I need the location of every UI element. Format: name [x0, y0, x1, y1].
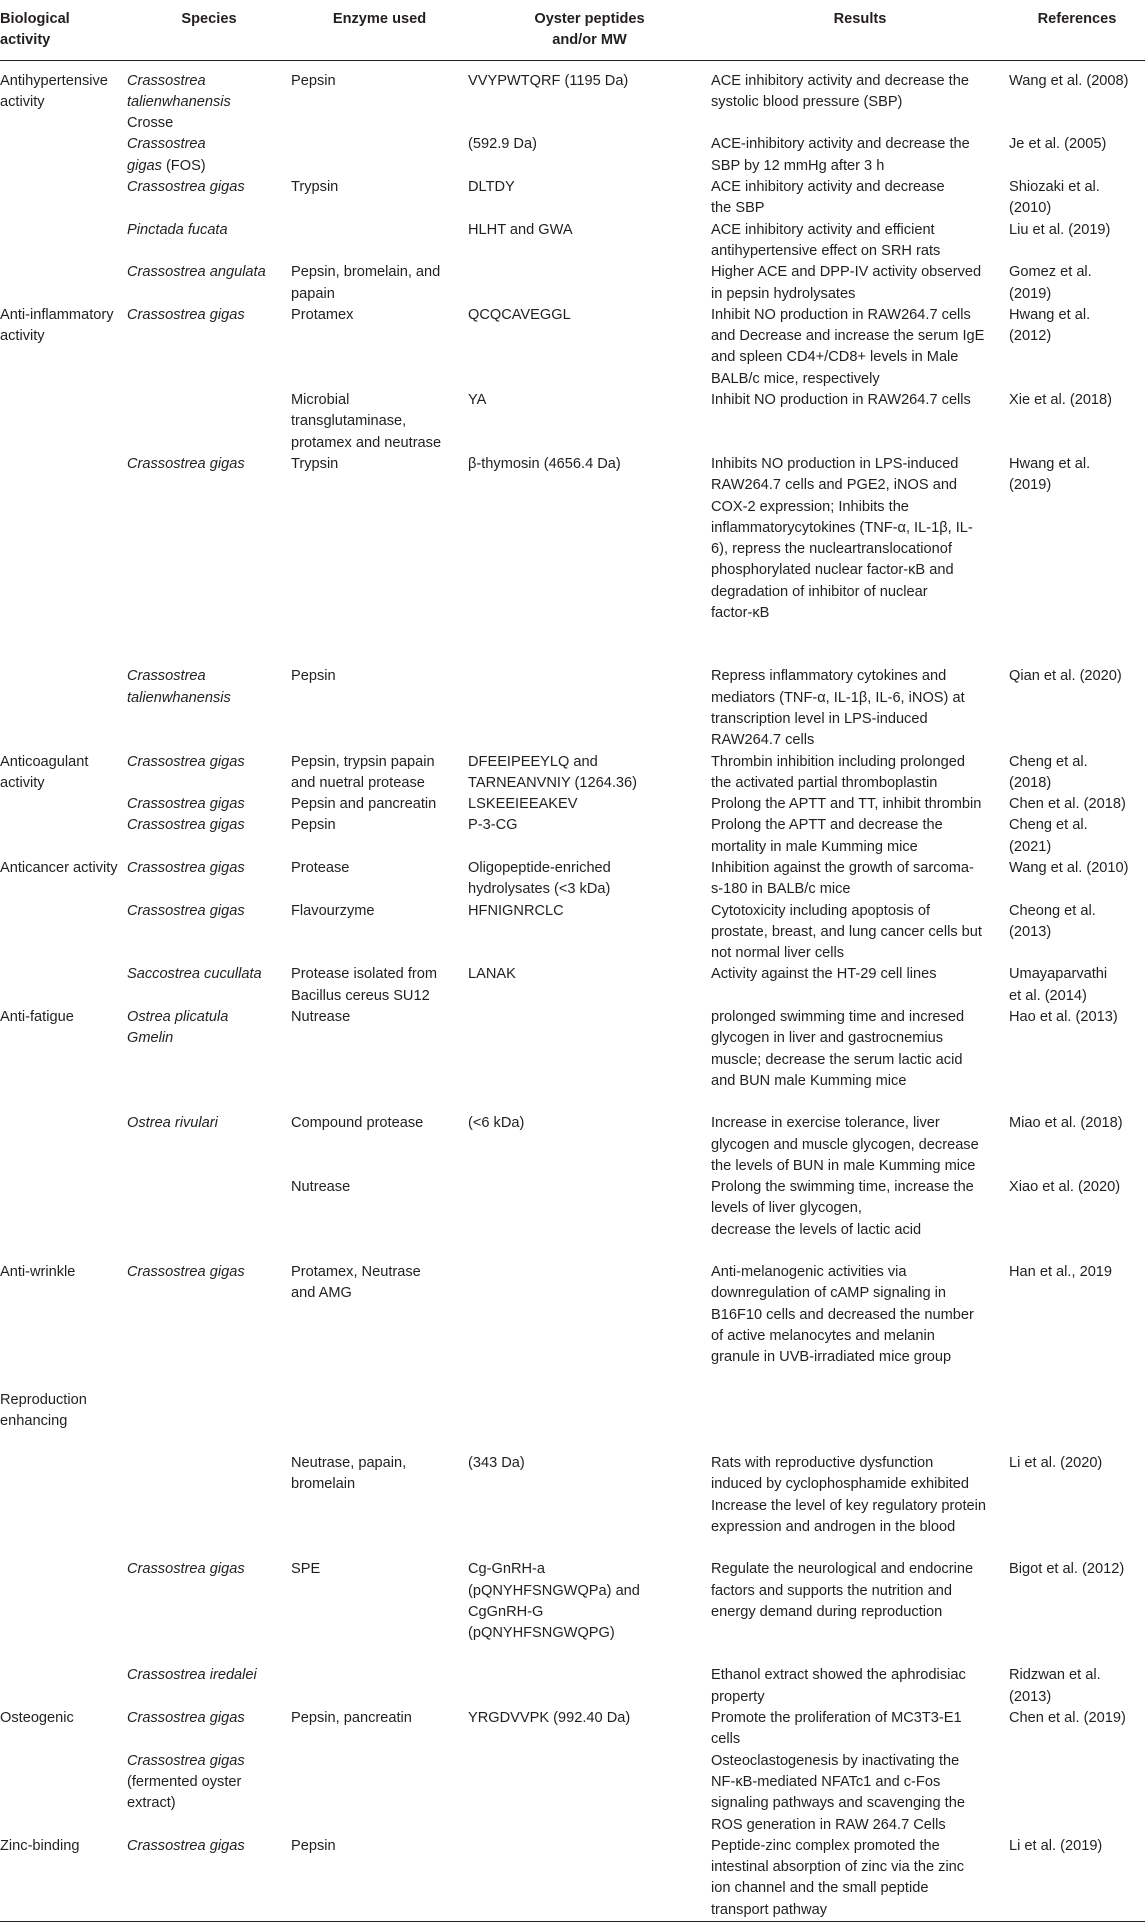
species-cell	[127, 1559, 291, 1665]
results-cell: Ethanol extract showed the aphrodisiac property	[711, 1667, 966, 1705]
activity-cell	[0, 964, 127, 1007]
table-row	[0, 1751, 1145, 1836]
table-row	[0, 666, 1145, 751]
results-cell: Regulate the neurological and endocrine factors and supports the nutrition and energy demand during reproduction	[711, 1561, 974, 1620]
peptide-cell: DFEEIPEEYLQ and TARNEANVNIY (1264.36)	[468, 753, 637, 791]
activity-cell	[0, 134, 127, 177]
enzyme-cell: Trypsin	[291, 455, 339, 472]
table-header	[0, 0, 1145, 60]
table-row	[0, 815, 1145, 858]
enzyme-cell	[291, 220, 468, 263]
enzyme-cell	[291, 1751, 468, 1836]
results-cell: ACE inhibitory activity and decrease the systolic blood pressure (SBP)	[711, 72, 969, 110]
species-cell	[127, 1665, 291, 1708]
activity-cell: Zinc-binding	[0, 1836, 127, 1922]
species-name: Crassostrea gigas	[127, 306, 245, 323]
species-name: Crassostrea iredalei	[127, 1667, 257, 1684]
activity-cell	[0, 794, 127, 815]
activity-cell	[0, 220, 127, 263]
activity-cell	[0, 666, 127, 751]
enzyme-cell: Pepsin	[291, 817, 336, 834]
activity-cell: Anti-fatigue	[0, 1009, 74, 1026]
enzyme-cell: Protease isolated from Bacillus cereus SU12	[291, 966, 438, 1004]
reference-cell: Li et al. (2020)	[1009, 1455, 1103, 1472]
results-cell: Inhibits NO production in LPS-induced RAW264.7 cells and PGE2, iNOS and COX-2 expression; Inhibits the inflammatorycytokines (TNF-α, IL-1β, IL- 6), repress the nucleartranslocationof phosphorylated nuclear factor-κB and degradation of inhibitor of nuclear factor-κB	[711, 455, 973, 622]
results-cell: Thrombin inhibition including prolonged the activated partial thromboplastin	[711, 753, 965, 791]
table-body	[0, 60, 1145, 1921]
species-cell	[127, 1177, 291, 1262]
species-cell	[127, 666, 291, 751]
species-name: Crassostrea gigas	[127, 796, 245, 813]
results-cell: Prolong the APTT and decrease the mortality in male Kumming mice	[711, 817, 943, 855]
reference-cell: Liu et al. (2019)	[1009, 221, 1111, 238]
enzyme-cell: Pepsin, trypsin papain and nuetral protease	[291, 753, 435, 791]
peptide-cell	[468, 1665, 711, 1708]
results-cell: Repress inflammatory cytokines and mediators (TNF-α, IL-1β, IL-6, iNOS) at transcription level in LPS-induced RAW264.7 cells	[711, 668, 965, 749]
reference-cell: Chen et al. (2019)	[1009, 1710, 1126, 1727]
enzyme-cell: Pepsin	[291, 1836, 468, 1922]
peptide-cell	[468, 1836, 711, 1922]
peptide-cell: LSKEEIEEAKEV	[468, 796, 578, 813]
table-row	[0, 1665, 1145, 1708]
species-name: Crassostrea angulata	[127, 264, 266, 281]
species-cell	[127, 1113, 291, 1177]
activity-cell: Anti-wrinkle	[0, 1264, 76, 1281]
species-name: Crassostrea talienwhanensis	[127, 72, 231, 110]
species-name: Pinctada fucata	[127, 221, 228, 238]
species-name: Crassostrea gigas	[127, 179, 245, 196]
reference-cell: Wang et al. (2008)	[1009, 72, 1129, 89]
species-cell	[127, 1836, 291, 1922]
activity-cell: Anticancer activity	[0, 859, 118, 876]
results-cell: Promote the proliferation of MC3T3-E1 cells	[711, 1710, 962, 1748]
reference-cell: Ridzwan et al. (2013)	[1009, 1667, 1101, 1705]
species-name: Crassostrea gigas	[127, 1752, 245, 1769]
species-name: Crassostrea talienwhanensis	[127, 668, 231, 706]
activity-cell	[0, 262, 127, 305]
results-cell: Peptide-zinc complex promoted the intestinal absorption of zinc via the zinc ion channel and the small peptide transport pathway	[711, 1836, 1009, 1922]
species-cell	[127, 752, 291, 795]
header-oyster-peptides: Oyster peptides and/or MW	[468, 0, 711, 60]
peptide-cell: (<6 kDa)	[468, 1115, 525, 1132]
enzyme-cell: Trypsin	[291, 179, 339, 196]
species-name: Ostrea plicatula Gmelin	[127, 1009, 229, 1047]
results-cell: Prolong the APTT and TT, inhibit thrombin	[711, 796, 982, 813]
enzyme-cell	[291, 134, 468, 177]
results-cell: Inhibition against the growth of sarcoma- s-180 in BALB/c mice	[711, 859, 974, 898]
enzyme-cell: Microbial transglutaminase, protamex and neutrase	[291, 392, 442, 451]
species-cell	[127, 858, 291, 901]
results-cell	[711, 1390, 1009, 1454]
activity-cell: Osteogenic	[0, 1710, 74, 1727]
activity-cell	[0, 815, 127, 858]
activity-cell: Anticoagulant activity	[0, 753, 89, 791]
results-cell: Rats with reproductive dysfunction induced by cyclophosphamide exhibited Increase the level of key regulatory protein expression and androgen in the blood	[711, 1455, 987, 1535]
species-cell	[127, 901, 291, 965]
species-cell	[127, 1751, 291, 1836]
activity-cell	[0, 1559, 127, 1665]
table-row	[0, 1262, 1145, 1389]
peptide-cell: YA	[468, 392, 487, 409]
species-name: Ostrea rivulari	[127, 1115, 218, 1132]
species-note: Crosse	[127, 115, 174, 132]
table-row	[0, 752, 1145, 795]
table-row	[0, 454, 1145, 666]
table-row	[0, 262, 1145, 305]
peptide-cell: Oligopeptide-enriched hydrolysates (<3 kDa)	[468, 859, 611, 898]
activity-cell	[0, 1177, 127, 1262]
results-cell: Inhibit NO production in RAW264.7 cells	[711, 392, 971, 409]
peptide-cell	[468, 262, 711, 305]
species-name: Crassostrea gigas	[127, 136, 206, 174]
table-row	[0, 1113, 1145, 1177]
table-row	[0, 1007, 1145, 1113]
peptide-cell	[468, 1262, 711, 1389]
reference-cell: Cheng et al. (2021)	[1009, 817, 1088, 855]
activity-cell	[0, 454, 127, 666]
enzyme-cell: Flavourzyme	[291, 902, 375, 919]
reference-cell: Gomez et al. (2019)	[1009, 264, 1092, 302]
enzyme-cell: Protamex	[291, 306, 354, 323]
reference-cell: Li et al. (2019)	[1009, 1836, 1145, 1922]
results-cell: Cytotoxicity including apoptosis of prostate, breast, and lung cancer cells but not normal liver cells	[711, 902, 982, 962]
peptide-cell: (592.9 Da)	[468, 136, 537, 153]
peptide-cell: YRGDVVPK (992.40 Da)	[468, 1710, 631, 1727]
table-row	[0, 964, 1145, 1007]
reference-cell: Hwang et al. (2019)	[1009, 455, 1091, 494]
table-row	[0, 177, 1145, 220]
results-cell: Osteoclastogenesis by inactivating the NF-κB-mediated NFATc1 and c-Fos signaling pathways and scavenging the ROS generation in RAW 264.7 Cells	[711, 1752, 965, 1833]
header-species: Species	[127, 0, 291, 60]
species-cell	[127, 1453, 291, 1559]
results-cell: ACE inhibitory activity and efficient antihypertensive effect on SRH rats	[711, 221, 941, 259]
peptide-cell: HLHT and GWA	[468, 221, 573, 238]
reference-cell	[1009, 1751, 1145, 1836]
reference-cell: Wang et al. (2010)	[1009, 859, 1129, 876]
header-references: References	[1009, 0, 1145, 60]
enzyme-cell	[291, 1390, 468, 1454]
peptide-cell: VVYPWTQRF (1195 Da)	[468, 72, 629, 89]
results-cell: Increase in exercise tolerance, liver glycogen and muscle glycogen, decrease the levels of BUN in male Kumming mice	[711, 1115, 979, 1174]
activity-cell: Antihypertensive activity	[0, 72, 108, 110]
table-row	[0, 858, 1145, 901]
species-name: Crassostrea gigas	[127, 817, 245, 834]
activity-cell	[0, 177, 127, 220]
table-row	[0, 794, 1145, 815]
table-row	[0, 1390, 1145, 1454]
peptide-cell: QCQCAVEGGL	[468, 306, 571, 323]
species-cell	[127, 1262, 291, 1389]
reference-cell: Chen et al. (2018)	[1009, 796, 1126, 813]
table-row	[0, 1453, 1145, 1559]
species-note: (fermented oyster extract)	[127, 1773, 242, 1812]
peptide-cell: β-thymosin (4656.4 Da)	[468, 455, 621, 472]
species-cell	[127, 262, 291, 305]
enzyme-cell: SPE	[291, 1561, 321, 1578]
enzyme-cell: Pepsin	[291, 668, 336, 685]
species-cell	[127, 1708, 291, 1751]
reference-cell: Hao et al. (2013)	[1009, 1009, 1118, 1026]
species-cell	[127, 305, 291, 390]
species-cell	[127, 794, 291, 815]
species-name: Crassostrea gigas	[127, 1561, 245, 1578]
species-cell	[127, 815, 291, 858]
results-cell: Higher ACE and DPP-IV activity observed in pepsin hydrolysates	[711, 264, 982, 302]
table-row	[0, 390, 1145, 454]
results-cell: Anti-melanogenic activities via downregulation of cAMP signaling in B16F10 cells and decreased the number of active melanocytes and melanin granule in UVB-irradiated mice group	[711, 1264, 974, 1366]
enzyme-cell: Nutrease	[291, 1179, 351, 1196]
peptide-cell: (343 Da)	[468, 1455, 525, 1472]
species-cell	[127, 220, 291, 263]
activity-cell	[0, 1113, 127, 1177]
species-cell	[127, 390, 291, 454]
results-cell: prolonged swimming time and incresed glycogen in liver and gastrocnemius muscle; decrease the serum lactic acid and BUN male Kumming mice	[711, 1009, 965, 1089]
enzyme-cell	[291, 1665, 468, 1708]
header-row	[0, 0, 1145, 60]
activity-cell	[0, 1665, 127, 1708]
reference-cell: Hwang et al. (2012)	[1009, 306, 1091, 345]
reference-cell: Shiozaki et al. (2010)	[1009, 179, 1100, 217]
table-row	[0, 1177, 1145, 1262]
enzyme-cell: Nutrease	[291, 1009, 351, 1026]
reference-cell: Umayaparvathi et al. (2014)	[1009, 966, 1108, 1004]
species-cell	[127, 1390, 291, 1454]
results-cell: Inhibit NO production in RAW264.7 cells and Decrease and increase the serum IgE and spleen CD4+/CD8+ levels in Male BALB/c mice, respectively	[711, 306, 985, 387]
species-name: Crassostrea gigas	[127, 753, 245, 770]
header-biological-activity: Biological activity	[0, 0, 127, 60]
reference-cell: Xiao et al. (2020)	[1009, 1179, 1121, 1196]
activity-cell	[0, 1453, 127, 1559]
species-name: Crassostrea gigas	[127, 859, 245, 876]
activity-cell	[0, 390, 127, 454]
species-cell	[127, 60, 291, 134]
species-cell	[127, 1007, 291, 1113]
table-row	[0, 220, 1145, 263]
peptide-cell: P-3-CG	[468, 817, 518, 834]
activity-cell: Anti-inflammatory activity	[0, 306, 114, 345]
activity-cell	[0, 1751, 127, 1836]
species-name: Crassostrea gigas	[127, 455, 245, 472]
enzyme-cell: Protamex, Neutrase and AMG	[291, 1264, 421, 1302]
table-row	[0, 134, 1145, 177]
table-row	[0, 1708, 1145, 1751]
enzyme-cell: Protease	[291, 859, 350, 876]
enzyme-cell: Neutrase, papain, bromelain	[291, 1455, 407, 1493]
species-name: Crassostrea gigas	[127, 1264, 245, 1281]
reference-cell: Je et al. (2005)	[1009, 136, 1107, 153]
table-row	[0, 1836, 1145, 1922]
reference-cell: Xie et al. (2018)	[1009, 392, 1113, 409]
results-cell: ACE-inhibitory activity and decrease the SBP by 12 mmHg after 3 h	[711, 136, 970, 174]
table-row	[0, 305, 1145, 390]
reference-cell: Qian et al. (2020)	[1009, 668, 1122, 685]
activity-cell: Reproduction enhancing	[0, 1391, 87, 1429]
reference-cell	[1009, 1390, 1145, 1454]
peptide-cell: DLTDY	[468, 179, 515, 196]
table-row	[0, 1559, 1145, 1665]
species-name: Crassostrea gigas	[127, 902, 245, 919]
table-row	[0, 901, 1145, 965]
results-cell: Prolong the swimming time, increase the levels of liver glycogen, decrease the levels of lactic acid	[711, 1179, 974, 1238]
header-results: Results	[711, 0, 1009, 60]
species-name: Crassostrea gigas	[127, 1710, 245, 1727]
peptide-cell	[468, 1007, 711, 1113]
reference-cell: Miao et al. (2018)	[1009, 1115, 1123, 1132]
activity-cell	[0, 901, 127, 965]
reference-cell: Han et al., 2019	[1009, 1264, 1113, 1281]
enzyme-cell: Compound protease	[291, 1115, 424, 1132]
species-cell	[127, 454, 291, 666]
species-name: Saccostrea cucullata	[127, 966, 262, 983]
enzyme-cell: Pepsin, pancreatin	[291, 1710, 412, 1727]
enzyme-cell: Pepsin	[291, 72, 336, 89]
species-note: (FOS)	[161, 157, 206, 174]
peptide-cell	[468, 666, 711, 751]
peptide-cell: HFNIGNRCLC	[468, 902, 564, 919]
results-cell: ACE inhibitory activity and decrease the SBP	[711, 179, 945, 217]
species-cell	[127, 134, 291, 177]
species-cell	[127, 177, 291, 220]
peptide-cell	[468, 1390, 711, 1454]
peptide-cell	[468, 1177, 711, 1262]
table-row	[0, 60, 1145, 134]
peptide-cell	[468, 1751, 711, 1836]
reference-cell: Cheong et al. (2013)	[1009, 902, 1096, 940]
enzyme-cell: Pepsin, bromelain, and papain	[291, 264, 441, 302]
peptide-cell: Cg-GnRH-a (pQNYHFSNGWQPa) and CgGnRH-G (pQNYHFSNGWQPG)	[468, 1561, 640, 1642]
reference-cell: Bigot et al. (2012)	[1009, 1561, 1125, 1578]
species-cell	[127, 964, 291, 1007]
enzyme-cell: Pepsin and pancreatin	[291, 796, 437, 813]
peptide-cell: LANAK	[468, 966, 516, 983]
species-name: Crassostrea gigas	[127, 1837, 245, 1854]
reference-cell: Cheng et al. (2018)	[1009, 753, 1088, 791]
header-enzyme-used: Enzyme used	[291, 0, 468, 60]
results-cell: Activity against the HT-29 cell lines	[711, 966, 937, 983]
